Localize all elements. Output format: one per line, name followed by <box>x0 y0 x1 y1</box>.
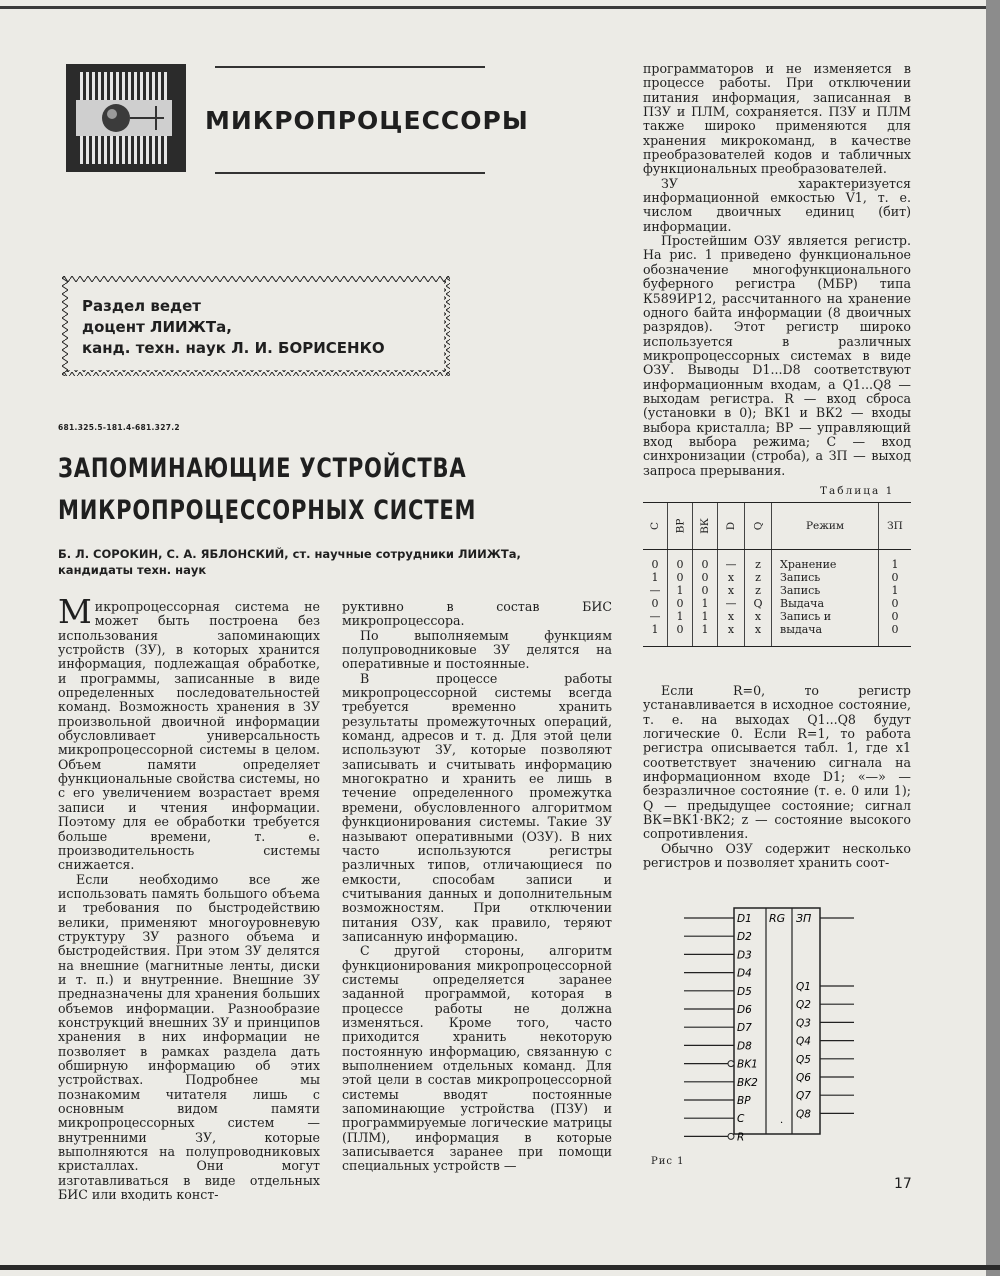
table-header: D <box>718 503 745 550</box>
pin-label: Q8 <box>796 1108 811 1121</box>
mode-table <box>643 502 911 647</box>
authors-line-1: Б. Л. СОРОКИН, С. А. ЯБЛОНСКИЙ, ст. научные сотрудники ЛИИЖТа, <box>58 547 521 561</box>
pin-label: D6 <box>737 1004 752 1016</box>
drop-cap: М <box>58 592 92 631</box>
text-column-3-continued <box>643 684 911 870</box>
header-rule-bottom <box>215 172 485 174</box>
interrupt-pin-label: ЗП <box>796 912 812 925</box>
table-header: ВР <box>668 503 693 550</box>
table-row: 0 0 0 — z Хранение 1 <box>643 550 911 572</box>
table-header: С <box>643 503 668 550</box>
pin-label: Q1 <box>796 981 811 993</box>
paragraph: ЗУ характеризуется информационной емкостью V1, т. е. числом двоичных единиц (бит) информации. <box>643 175 911 234</box>
article-title-line-1: ЗАПОМИНАЮЩИЕ УСТРОЙСТВА <box>58 453 467 484</box>
article-title-line-2: МИКРОПРОЦЕССОРНЫХ СИСТЕМ <box>58 495 477 526</box>
editor-line-3: канд. техн. наук Л. И. БОРИСЕНКО <box>82 339 385 357</box>
table-row: — 1 0 x z Запись 1 <box>643 584 911 597</box>
paragraph: программаторов и не изменяется в процессе работы. При отключении питания информация, записанная в ПЗУ и ПЛМ, сохраняется. ПЗУ и ПЛМ также широко применяются для хранения микрокоманд, в качестве преобразователей кодов и табличных функциональных преобразователей. <box>643 61 911 177</box>
paragraph: С другой стороны, алгоритм функционирования микропроцессорной системы определяется заранее заданной программой, которая в процессе работы не должна изменяться. Кроме того, часто приходится хранить некоторую постоянную информацию, связанную с выполнением отдельных команд. Для этой цели в состав микропроцессорной системы вводят постоянные запоминающие устройства (ПЗУ) и программируемые логические матрицы (ПЛМ), информация в которые записывается заранее при помощи специальных устройств — <box>342 943 612 1174</box>
paragraph: В процессе работы микропроцессорной системы всегда требуется временно хранить результаты промежуточных операций, команд, адресов и т. д. Для этой цели используют ЗУ, которые позволяют записывать и считывать информацию многократно и хранить ее лишь в течение определенного промежутка времени, обусловленного алгоритмом функционирования системы. Такие ЗУ называют оперативными (ОЗУ). В них часто используются регистры различных типов, отличающиеся по емкости, способам записи и считывания данных и дополнительным возможностям. При отключении питания ОЗУ, как правило, теряют записанную информацию. <box>342 670 612 944</box>
pin-label: D5 <box>737 985 752 998</box>
authors-line-2: кандидаты техн. наук <box>58 563 207 577</box>
pin-label: Q2 <box>796 999 811 1012</box>
table-header-row <box>643 503 911 550</box>
register-label: RG <box>769 912 786 925</box>
pin-label: Q5 <box>796 1053 811 1066</box>
paragraph: Простейшим ОЗУ является регистр. На рис. 1 приведено функциональное обозначение многофункционального буферного регистра (МБР) типа К589ИР12, рассчитанного на хранение одного байта информации (8 двоичных разрядов). Этот регистр широко используется в различных микропроцессорных системах в виде ОЗУ. Выводы D1...D8 соответствуют информационным входам, а Q1...Q8 — выходам регистра. R — вход сброса (установки в 0); ВК1 и ВК2 — входы выбора кристалла; ВР — управляющий вход выбора режима; С — вход синхронизации (строба), а ЗП — выход запроса прерывания. <box>643 233 911 478</box>
pin-label: Q4 <box>796 1035 811 1048</box>
text-column-1 <box>58 592 320 1203</box>
paragraph-text: икропроцессорная система не может быть построена без использования запоминающих устройств (ЗУ), в которых хранится информация, подлежащая обработке, и программы, записанные в виде определенных последовательностей команд. Возможность хранения в ЗУ произвольной двоичной информации обусловливает универсальность микропроцессорной системы в целом. Объем памяти определяет функциональные свойства системы, но с его увеличением возрастает время записи и чтения информации. Поэтому для ее обработки требуется больше времени, т. е. производительность системы снижается. <box>58 599 320 873</box>
pin-label: D2 <box>737 931 752 944</box>
right-pins <box>796 981 854 1120</box>
pin-label: BP <box>737 1095 751 1107</box>
table-row: 0 0 1 — Q Выдача 0 <box>643 597 911 610</box>
table-header: ЗП <box>879 503 912 550</box>
editor-line-2: доцент ЛИИЖТа, <box>82 318 232 336</box>
text-column-3 <box>643 62 911 478</box>
section-title: МИКРОПРОЦЕССОРЫ <box>205 106 529 135</box>
inverse-pin-marker <box>728 1061 734 1067</box>
paragraph: По выполняемым функциям полупроводниковые ЗУ делятся на оперативные и постоянные. <box>342 627 612 672</box>
table-row: 1 0 1 x x выдача 0 <box>643 623 911 647</box>
pin-label: R <box>737 1131 745 1144</box>
pin-label: BK1 <box>737 1058 758 1071</box>
pin-label: D4 <box>737 967 752 980</box>
page-edge <box>986 0 1000 1276</box>
section-editor <box>82 296 385 359</box>
editor-line-1: Раздел ведет <box>82 297 201 315</box>
article-title <box>58 448 476 532</box>
text-column-2 <box>342 600 612 1174</box>
pin-label: D3 <box>737 949 752 962</box>
paragraph: Если необходимо все же использовать память большого объема и требования по быстродействию велики, применяют многоуровневую структуру ЗУ разного объема и быстродействия. При этом ЗУ делятся на внешние (магнитные ленты, диски и т. п.) и внутренние. Внешние ЗУ предназначены для хранения больших объемов информации. Разнообразие конструкций внешних ЗУ и принципов хранения в них информации не позволяет в рамках раздела дать обширную информацию об этих устройствах. Подробнее мы познакомим читателя лишь с основным видом памяти микропроцессорных систем — внутренними ЗУ, которые выполняются на полупроводниковых кристаллах. Они могут изготавливаться в виде отдельных БИС или входить конст- <box>58 871 320 1203</box>
bottom-rule <box>0 1265 1000 1270</box>
table-header: Q <box>745 503 772 550</box>
pin-label: D1 <box>737 913 752 925</box>
top-rule <box>0 6 1000 9</box>
table-caption: Таблица 1 <box>820 485 895 497</box>
pin-label: C <box>737 1113 745 1126</box>
pin-label: BK2 <box>737 1076 758 1089</box>
pin-label: Q7 <box>796 1090 811 1103</box>
paragraph <box>58 592 320 873</box>
table-row: 1 0 0 x z Запись 0 <box>643 571 911 584</box>
figure-caption: Рис 1 <box>651 1156 685 1167</box>
table-header: Режим <box>772 503 879 550</box>
pin-label: D7 <box>737 1022 752 1035</box>
paragraph: Обычно ОЗУ содержит несколько регистров и позволяет хранить соот- <box>643 840 911 871</box>
header-rule-top <box>215 66 485 68</box>
inverse-pin-marker <box>728 1133 734 1139</box>
article-authors <box>58 546 578 578</box>
page-number: 17 <box>894 1176 912 1192</box>
udc-code: 681.325.5-181.4-681.327.2 <box>58 423 180 432</box>
pin-label: D8 <box>737 1040 752 1053</box>
left-pins <box>684 913 758 1143</box>
section-logo <box>66 64 186 172</box>
pin-label: Q3 <box>796 1017 811 1030</box>
register-diagram <box>684 900 884 1162</box>
pin-label: Q6 <box>796 1072 811 1084</box>
table-header: ВК <box>693 503 718 550</box>
dot-mark: · <box>780 1118 784 1129</box>
paragraph: руктивно в состав БИС микропроцессора. <box>342 599 612 629</box>
paragraph: Если R=0, то регистр устанавливается в исходное состояние, т. е. на выходах Q1...Q8 будут логические 0. Если R=1, то работа регистра описывается табл. 1, где x1 соответствует значению сигнала на информационном входе D1; «—» — безразличное состояние (т. е. 0 или 1); Q — предыдущее состояние; сигнал ВК=ВК1·ВК2; z — состояние высокого сопротивления. <box>643 683 911 842</box>
table-row: — 1 1 x x Запись и 0 <box>643 610 911 623</box>
